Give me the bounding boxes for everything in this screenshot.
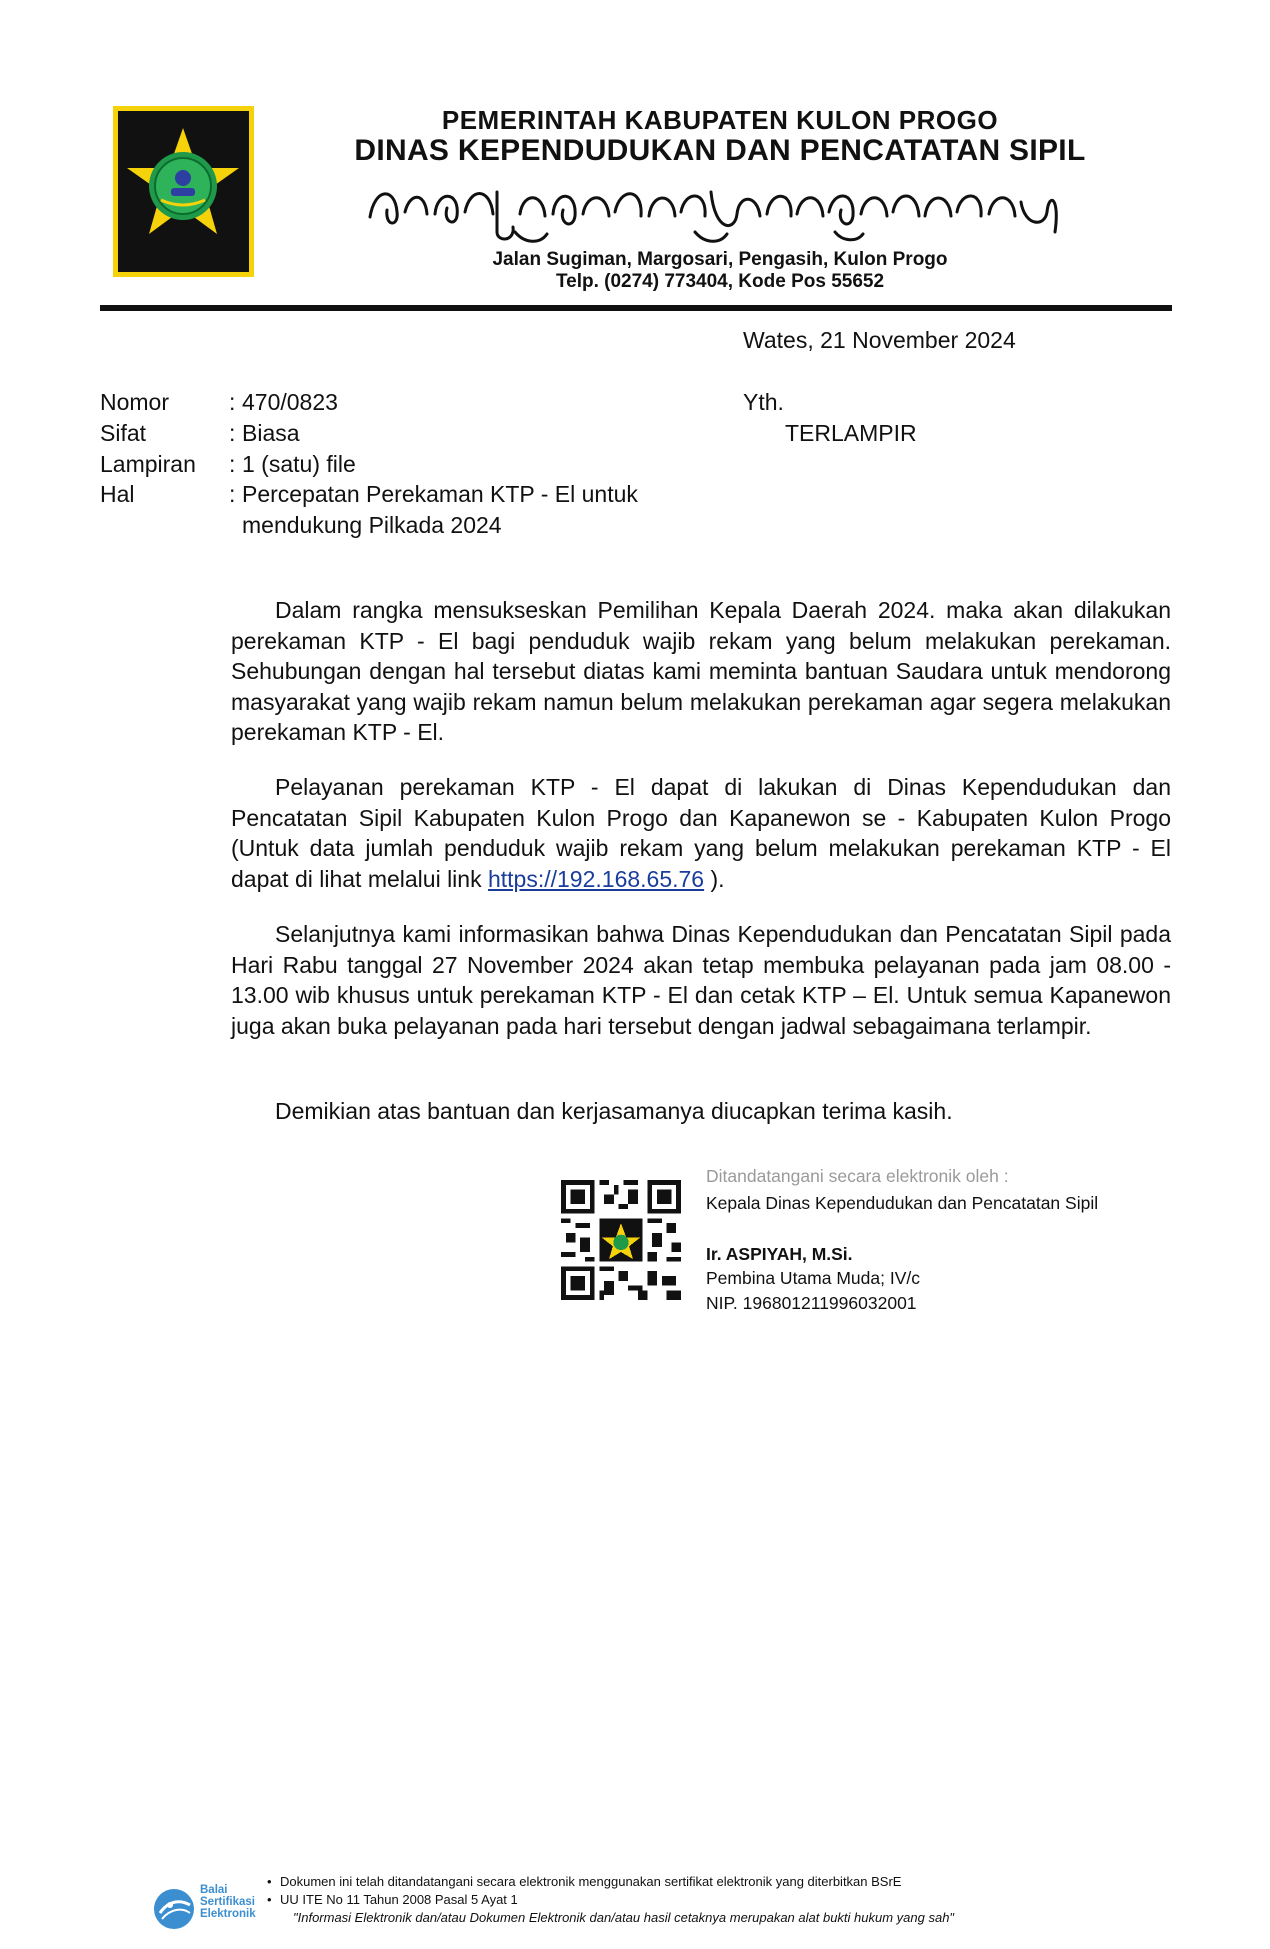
meta-value: Percepatan Perekaman KTP - El untuk (242, 481, 638, 507)
footer-note-text: Dokumen ini telah ditandatangani secara elektronik menggunakan sertifikat elektronik yang diterbitkan BSrE (280, 1874, 902, 1889)
meta-value: Biasa (242, 420, 300, 446)
meta-colon: : (229, 481, 236, 507)
recipient: TERLAMPIR (785, 420, 917, 446)
bsre-text-line: Sertifikasi (200, 1896, 255, 1908)
e-signature-note: Ditandatangani secara elektronik oleh : (706, 1166, 1009, 1186)
body-paragraph-3: Selanjutnya kami informasikan bahwa Dinas Kependudukan dan Pencatatan Sipil pada Hari Rabu tanggal 27 November 2024 akan tetap membuka pelayanan pada jam 08.00 - 13.00 wib khusus untuk perekaman KTP - El dan cetak KTP – El. Untuk semua Kapanewon juga akan buka pelayanan pada hari tersebut dengan jadwal sebagaimana terlampir. (231, 921, 1171, 1039)
body-paragraph-2 (231, 772, 1171, 894)
bsre-text-line: Balai (200, 1884, 228, 1896)
data-link[interactable]: https://192.168.65.76 (487, 865, 705, 892)
signatory-title: Kepala Dinas Kependudukan dan Pencatatan Sipil (706, 1193, 1099, 1213)
meta-label: Sifat (100, 420, 147, 446)
footer-note-2 (267, 1892, 518, 1908)
meta-label: Hal (100, 481, 135, 507)
signatory-name: Ir. ASPIYAH, M.Si. (706, 1244, 853, 1264)
letter-place-date: Wates, 21 November 2024 (743, 327, 1016, 353)
paragraph-2-text: Pelayanan perekaman KTP - El dapat di lakukan di Dinas Kependudukan dan Pencatatan Sipil Kabupaten Kulon Progo dan Kapanewon se - Kabupaten Kulon Progo (Untuk data jumlah penduduk wajib rekam yang belum melakukan perekaman KTP - El dapat di lihat melalui link (231, 774, 1171, 892)
bsre-logo-text (200, 1884, 256, 1920)
footer-note-3: "Informasi Elektronik dan/atau Dokumen Elektronik dan/atau hasil cetaknya merupakan alat bukti hukum yang sah" (293, 1910, 955, 1925)
footer-note-text: UU ITE No 11 Tahun 2008 Pasal 5 Ayat 1 (280, 1892, 518, 1907)
meta-value: 470/0823 (242, 389, 338, 415)
footer-note-1 (267, 1874, 902, 1890)
meta-value-continued: mendukung Pilkada 2024 (242, 512, 502, 538)
header-government-name: PEMERINTAH KABUPATEN KULON PROGO (441, 105, 999, 135)
meta-colon: : (229, 451, 236, 477)
bsre-logo-icon (150, 1885, 198, 1933)
meta-colon: : (229, 389, 236, 415)
signatory-rank: Pembina Utama Muda; IV/c (706, 1268, 920, 1288)
meta-value: 1 (satu) file (242, 451, 356, 477)
header-telephone: Telp. (0274) 773404, Kode Pos 55652 (555, 271, 885, 292)
meta-colon: : (229, 420, 236, 446)
paragraph-2-closing: ). (704, 865, 725, 892)
header-address: Jalan Sugiman, Margosari, Pengasih, Kulon Progo (492, 249, 948, 270)
signature-qr-code (561, 1180, 681, 1300)
javanese-script-agency-name (365, 172, 1065, 247)
header-divider (100, 305, 1172, 311)
salutation: Yth. (743, 389, 784, 415)
signatory-nip: NIP. 196801211996032001 (706, 1293, 917, 1313)
header-agency-name: DINAS KEPENDUDUKAN DAN PENCATATAN SIPIL (354, 134, 1086, 167)
bullet-icon: • (267, 1874, 272, 1889)
body-paragraph-closing: Demikian atas bantuan dan kerjasamanya diucapkan terima kasih. (275, 1098, 953, 1124)
meta-label: Lampiran (100, 451, 196, 477)
kulon-progo-emblem-logo (113, 106, 254, 277)
bsre-text-line: Elektronik (200, 1908, 256, 1920)
body-paragraph-1: Dalam rangka mensukseskan Pemilihan Kepala Daerah 2024. maka akan dilakukan perekaman KTP - El bagi penduduk wajib rekam yang belum melakukan perekaman. Sehubungan dengan hal tersebut diatas kami meminta bantuan Saudara untuk mendorong masyarakat yang wajib rekam namun belum melakukan perekaman agar segera melakukan perekaman KTP - El. (231, 597, 1171, 745)
meta-label: Nomor (100, 389, 170, 415)
bullet-icon: • (267, 1892, 272, 1907)
